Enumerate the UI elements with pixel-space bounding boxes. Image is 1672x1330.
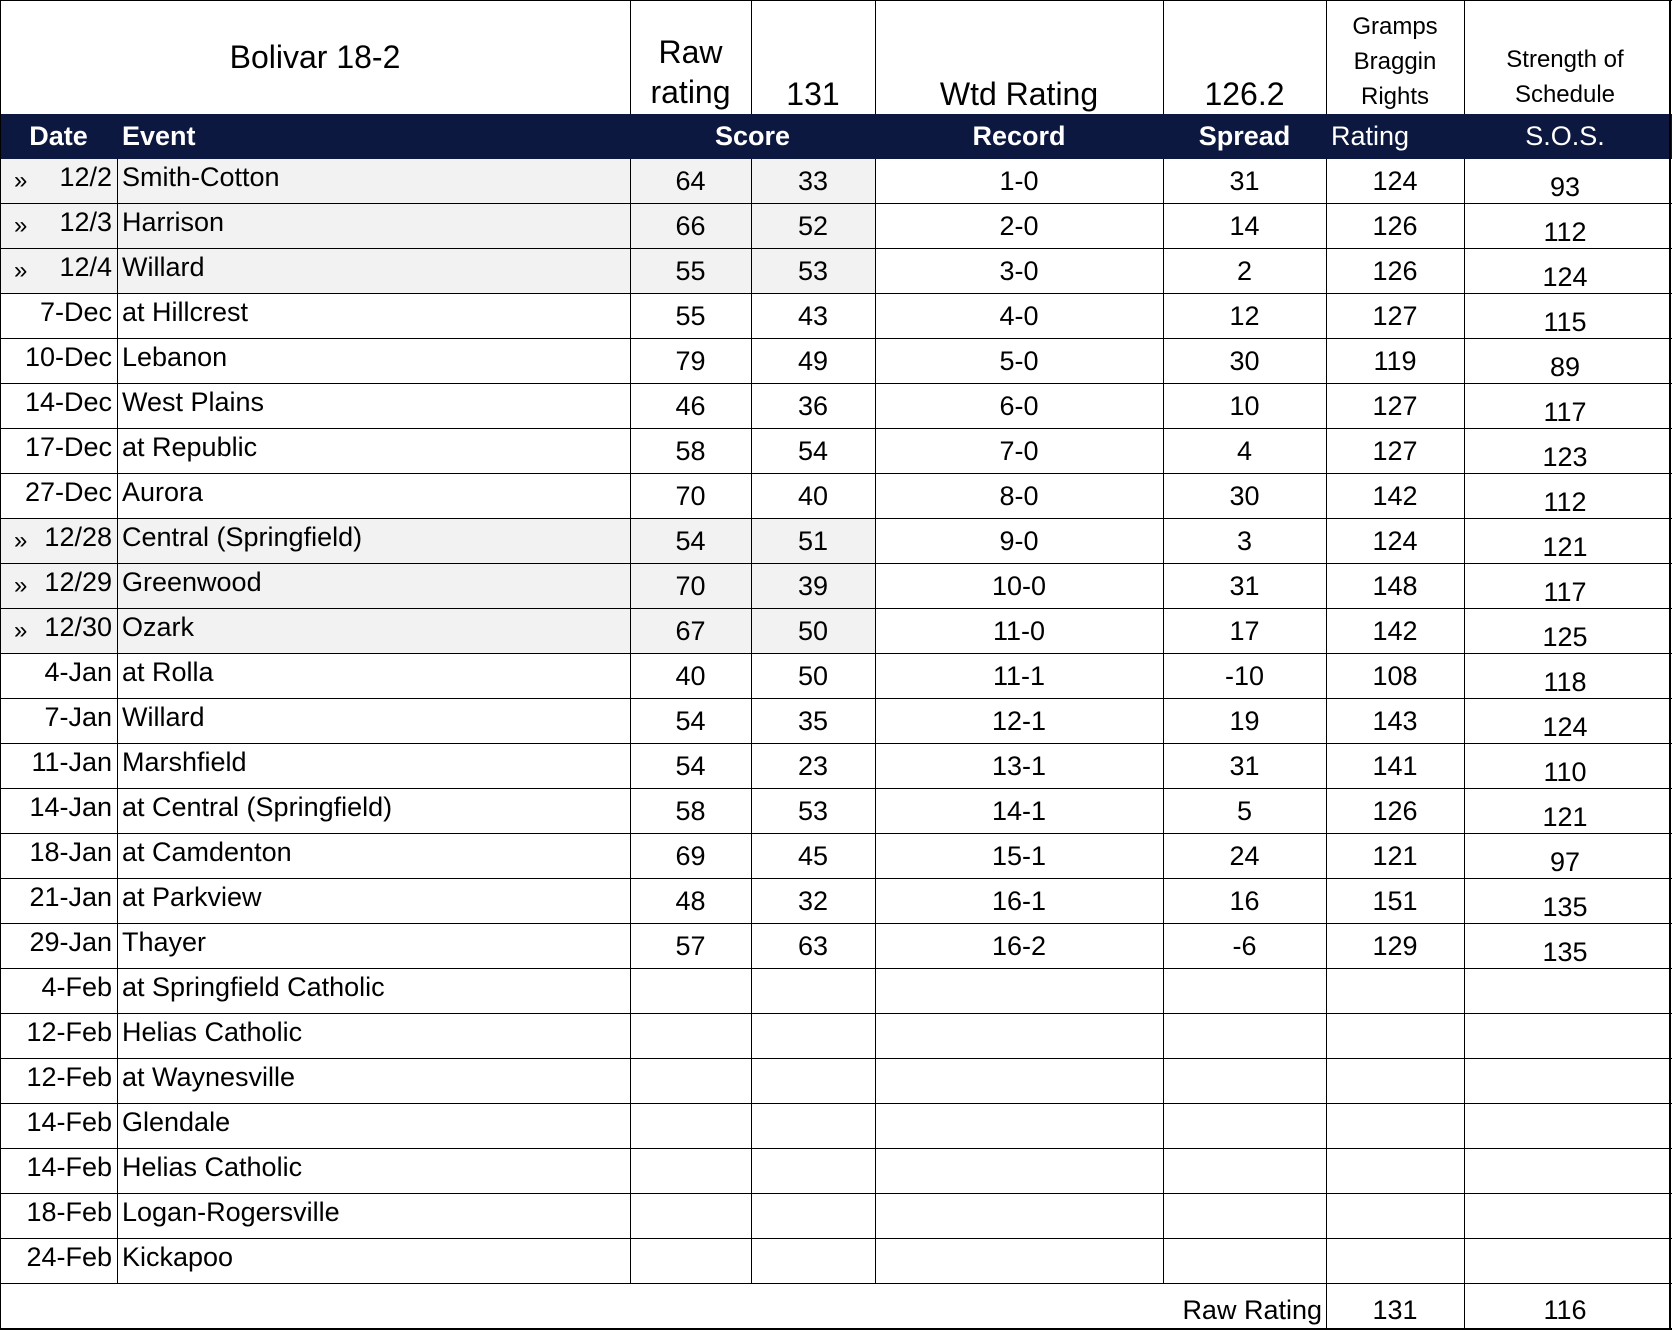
row-date: 4-Jan (44, 657, 112, 687)
row-score-us: 57 (675, 931, 706, 961)
row-spread: 30 (1229, 481, 1260, 511)
team-title: Bolivar 18-2 (229, 38, 401, 75)
row-divider (0, 1103, 1672, 1104)
row-record: 10-0 (991, 571, 1047, 601)
row-score-opponent: 53 (797, 796, 829, 826)
row-score-us: 54 (675, 751, 706, 781)
row-divider (0, 743, 1672, 744)
row-divider (0, 248, 1672, 249)
footer-raw-rating-value: 131 (1372, 1294, 1418, 1325)
row-divider (0, 833, 1672, 834)
row-divider (0, 878, 1672, 879)
row-event: Harrison (122, 207, 225, 237)
row-spread (1163, 1104, 1326, 1149)
row-score-us (630, 1059, 751, 1104)
row-divider (0, 968, 1672, 969)
row-event: at Central (Springfield) (122, 792, 393, 822)
sos-label (1464, 40, 1666, 114)
row-record (875, 1104, 1163, 1149)
column-divider (875, 159, 876, 1284)
row-rating (1326, 969, 1464, 1014)
row-divider (0, 1058, 1672, 1059)
row-sos: 112 (1543, 487, 1587, 517)
row-score-opponent (751, 1194, 875, 1239)
row-date: 14-Dec (24, 387, 112, 417)
header-divider (1464, 0, 1465, 114)
row-event: Lebanon (122, 342, 228, 372)
row-event: at Republic (122, 432, 258, 462)
row-date: 10-Dec (24, 342, 112, 372)
left-border (0, 0, 1, 1330)
row-event: at Rolla (122, 657, 214, 687)
tournament-marker-icon: » (14, 617, 28, 644)
row-event: Logan-Rogersville (122, 1197, 340, 1227)
row-rating: 127 (1372, 391, 1418, 421)
row-sos: 125 (1542, 622, 1588, 652)
row-rating (1326, 1239, 1464, 1284)
row-sos: 135 (1542, 892, 1588, 922)
row-rating: 141 (1372, 751, 1418, 781)
row-date: 4-Feb (41, 972, 112, 1002)
row-score-opponent: 52 (797, 211, 829, 241)
row-event: Helias Catholic (122, 1152, 303, 1182)
row-score-us (630, 1104, 751, 1149)
raw-rating-label (630, 30, 751, 114)
row-event: at Camdenton (122, 837, 292, 867)
row-rating: 129 (1372, 931, 1418, 961)
row-record: 3-0 (999, 256, 1039, 286)
row-record: 9-0 (999, 526, 1039, 556)
row-record: 4-0 (999, 301, 1039, 331)
row-divider (0, 653, 1672, 654)
column-divider (1163, 159, 1164, 1284)
row-record: 7-0 (999, 436, 1039, 466)
row-sos: 118 (1543, 667, 1587, 697)
row-date: 29-Jan (29, 927, 112, 957)
row-rating: 127 (1372, 301, 1418, 331)
raw-rating-label-text: Raw rating (650, 34, 731, 110)
row-divider (0, 1013, 1672, 1014)
row-score-us: 40 (675, 661, 706, 691)
row-date: 12/2 (59, 162, 112, 192)
row-score-opponent: 54 (797, 436, 829, 466)
row-score-opponent (751, 1014, 875, 1059)
row-rating: 151 (1372, 886, 1418, 916)
row-spread: 30 (1229, 346, 1260, 376)
row-score-us: 70 (675, 571, 706, 601)
row-record: 15-1 (991, 841, 1047, 871)
row-date: 12-Feb (26, 1062, 112, 1092)
header-divider (875, 0, 876, 114)
gramps-label-text: Gramps Braggin Rights (1352, 12, 1438, 110)
row-event: at Parkview (122, 882, 262, 912)
row-rating: 148 (1372, 571, 1418, 601)
row-record: 12-1 (991, 706, 1047, 736)
row-spread: 3 (1236, 526, 1253, 556)
header-divider (1326, 0, 1327, 114)
row-score-opponent: 45 (797, 841, 829, 871)
row-divider (0, 203, 1672, 204)
row-rating: 126 (1372, 211, 1418, 241)
row-record: 2-0 (999, 211, 1039, 241)
row-rating (1326, 1149, 1464, 1194)
footer-divider (1326, 1284, 1327, 1330)
row-rating: 119 (1373, 346, 1417, 376)
row-divider (0, 518, 1672, 519)
row-event: Greenwood (122, 567, 262, 597)
col-score: Score (714, 121, 791, 151)
row-score-opponent: 35 (797, 706, 829, 736)
row-divider (0, 698, 1672, 699)
tournament-marker-icon: » (14, 167, 28, 194)
row-spread: 2 (1236, 256, 1253, 286)
col-rating: Rating (1331, 121, 1410, 151)
row-event: Kickapoo (122, 1242, 234, 1272)
row-record: 8-0 (999, 481, 1039, 511)
row-score-us: 48 (675, 886, 706, 916)
column-divider (117, 159, 118, 1284)
row-spread: -10 (1224, 661, 1265, 691)
row-score-opponent: 39 (797, 571, 829, 601)
row-rating: 124 (1372, 526, 1418, 556)
row-event: Aurora (122, 477, 204, 507)
row-record: 16-1 (991, 886, 1047, 916)
row-spread: 16 (1229, 886, 1260, 916)
row-event: Willard (122, 252, 205, 282)
row-score-us: 69 (675, 841, 706, 871)
row-record (875, 1149, 1163, 1194)
row-sos: 124 (1542, 262, 1588, 292)
row-event: at Springfield Catholic (122, 972, 385, 1002)
row-score-us: 79 (675, 346, 706, 376)
row-divider (0, 1283, 1672, 1284)
row-score-us (630, 1149, 751, 1194)
row-spread (1163, 969, 1326, 1014)
column-divider (1326, 159, 1327, 1284)
row-score-opponent (751, 1104, 875, 1149)
row-event: Willard (122, 702, 205, 732)
row-record: 5-0 (999, 346, 1039, 376)
row-divider (0, 1238, 1672, 1239)
row-score-us: 46 (675, 391, 706, 421)
wtd-rating-label: Wtd Rating (939, 75, 1099, 112)
row-divider (0, 428, 1672, 429)
row-date: 12/3 (59, 207, 112, 237)
row-sos: 135 (1542, 937, 1588, 967)
row-record: 13-1 (991, 751, 1047, 781)
row-score-opponent: 50 (797, 616, 829, 646)
row-spread (1163, 1149, 1326, 1194)
row-sos: 123 (1542, 442, 1588, 472)
row-record: 14-1 (991, 796, 1047, 826)
row-spread: 4 (1236, 436, 1253, 466)
row-event: Smith-Cotton (122, 162, 280, 192)
row-rating: 126 (1372, 796, 1418, 826)
row-date: 17-Dec (24, 432, 112, 462)
row-score-opponent: 40 (797, 481, 829, 511)
row-record: 11-0 (992, 616, 1046, 646)
row-sos: 121 (1542, 532, 1588, 562)
row-spread: 10 (1229, 391, 1260, 421)
header-divider (751, 0, 752, 114)
row-rating: 124 (1372, 166, 1418, 196)
row-record (875, 969, 1163, 1014)
row-spread (1163, 1059, 1326, 1104)
col-event: Event (122, 121, 196, 151)
row-score-us: 58 (675, 436, 706, 466)
row-sos: 97 (1549, 847, 1581, 877)
row-score-us (630, 1239, 751, 1284)
col-record: Record (972, 121, 1066, 151)
row-sos: 117 (1543, 397, 1587, 427)
row-divider (0, 563, 1672, 564)
row-score-us: 66 (675, 211, 706, 241)
row-divider (0, 1148, 1672, 1149)
row-spread (1163, 1194, 1326, 1239)
row-score-opponent: 50 (797, 661, 829, 691)
row-divider (0, 383, 1672, 384)
footer-raw-rating-label: Raw Rating (1182, 1294, 1322, 1325)
row-record (875, 1014, 1163, 1059)
row-score-opponent: 32 (797, 886, 829, 916)
row-sos: 93 (1549, 172, 1581, 202)
row-rating: 121 (1372, 841, 1418, 871)
row-record: 1-0 (999, 166, 1039, 196)
row-divider (0, 608, 1672, 609)
row-rating: 108 (1372, 661, 1418, 691)
row-spread: 31 (1229, 571, 1260, 601)
row-rating: 142 (1372, 481, 1418, 511)
row-score-opponent: 36 (797, 391, 829, 421)
col-sos: S.O.S. (1525, 121, 1605, 151)
row-date: 27-Dec (24, 477, 112, 507)
row-record: 11-1 (992, 661, 1046, 691)
row-date: 12/28 (44, 522, 112, 552)
row-spread: 31 (1229, 166, 1260, 196)
top-border (0, 0, 1672, 1)
row-event: at Waynesville (122, 1062, 296, 1092)
row-score-opponent (751, 1149, 875, 1194)
tournament-marker-icon: » (14, 527, 28, 554)
row-spread (1163, 1014, 1326, 1059)
row-score-us: 70 (675, 481, 706, 511)
right-border (1669, 0, 1671, 1330)
row-spread: 17 (1229, 616, 1260, 646)
col-date: Date (29, 121, 88, 151)
row-event: Ozark (122, 612, 195, 642)
row-record (875, 1194, 1163, 1239)
row-rating: 126 (1372, 256, 1418, 286)
row-record (875, 1239, 1163, 1284)
row-score-opponent (751, 969, 875, 1014)
row-rating (1326, 1194, 1464, 1239)
row-score-us: 67 (675, 616, 706, 646)
row-score-opponent (751, 1239, 875, 1284)
row-spread: -6 (1232, 931, 1257, 961)
row-spread: 19 (1229, 706, 1260, 736)
row-sos: 115 (1543, 307, 1587, 337)
footer-sos-value: 116 (1543, 1294, 1587, 1325)
row-sos: 121 (1542, 802, 1588, 832)
row-sos: 112 (1543, 217, 1587, 247)
row-date: 7-Dec (39, 297, 112, 327)
row-score-us: 55 (675, 301, 706, 331)
row-date: 12-Feb (26, 1017, 112, 1047)
footer-divider (1464, 1284, 1465, 1330)
row-score-us: 64 (675, 166, 706, 196)
row-event: Marshfield (122, 747, 247, 777)
row-score-opponent: 23 (797, 751, 829, 781)
row-rating: 143 (1372, 706, 1418, 736)
row-rating (1326, 1014, 1464, 1059)
row-date: 14-Feb (26, 1107, 112, 1137)
row-spread: 5 (1236, 796, 1253, 826)
row-date: 12/4 (59, 252, 112, 282)
header-divider (630, 0, 631, 114)
row-divider (0, 338, 1672, 339)
row-date: 14-Feb (26, 1152, 112, 1182)
row-score-opponent: 43 (797, 301, 829, 331)
row-divider (0, 1193, 1672, 1194)
row-event: Helias Catholic (122, 1017, 303, 1047)
row-date: 18-Jan (29, 837, 112, 867)
gramps-label (1326, 8, 1464, 114)
row-divider (0, 788, 1672, 789)
row-divider (0, 923, 1672, 924)
row-rating (1326, 1104, 1464, 1149)
row-rating: 127 (1372, 436, 1418, 466)
column-divider (630, 159, 631, 1284)
tournament-marker-icon: » (14, 257, 28, 284)
sos-label-text: Strength of Schedule (1506, 46, 1624, 108)
row-event: at Hillcrest (122, 297, 249, 327)
row-spread: 12 (1229, 301, 1260, 331)
col-spread: Spread (1198, 121, 1291, 151)
row-event: Glendale (122, 1107, 231, 1137)
row-event: Thayer (122, 927, 207, 957)
row-event: West Plains (122, 387, 265, 417)
row-score-us: 54 (675, 526, 706, 556)
row-score-opponent: 51 (797, 526, 829, 556)
row-rating: 142 (1372, 616, 1418, 646)
row-date: 7-Jan (44, 702, 112, 732)
header-divider (1163, 0, 1164, 114)
row-score-opponent: 49 (797, 346, 829, 376)
row-score-us: 54 (675, 706, 706, 736)
raw-rating-value: 131 (786, 75, 840, 112)
tournament-marker-icon: » (14, 212, 28, 239)
row-date: 18-Feb (26, 1197, 112, 1227)
row-rating (1326, 1059, 1464, 1104)
row-divider (0, 473, 1672, 474)
row-score-us (630, 1014, 751, 1059)
row-date: 14-Jan (29, 792, 112, 822)
row-date: 24-Feb (26, 1242, 112, 1272)
row-record: 16-2 (991, 931, 1047, 961)
row-sos: 124 (1542, 712, 1588, 742)
row-score-us: 55 (675, 256, 706, 286)
row-record (875, 1059, 1163, 1104)
row-spread: 31 (1229, 751, 1260, 781)
row-spread: 14 (1229, 211, 1260, 241)
row-record: 6-0 (999, 391, 1039, 421)
row-score-us (630, 969, 751, 1014)
row-score-us (630, 1194, 751, 1239)
row-score-opponent: 53 (797, 256, 829, 286)
row-date: 21-Jan (29, 882, 112, 912)
column-divider (1464, 159, 1465, 1284)
row-date: 12/29 (44, 567, 112, 597)
row-score-us: 58 (675, 796, 706, 826)
wtd-rating-value: 126.2 (1204, 75, 1285, 112)
row-spread (1163, 1239, 1326, 1284)
row-date: 11-Jan (31, 747, 112, 777)
row-sos: 117 (1543, 577, 1587, 607)
row-score-opponent: 63 (797, 931, 829, 961)
row-score-opponent: 33 (797, 166, 829, 196)
row-score-opponent (751, 1059, 875, 1104)
row-sos: 110 (1543, 757, 1587, 787)
row-sos: 89 (1549, 352, 1581, 382)
column-divider (751, 159, 752, 1284)
row-date: 12/30 (44, 612, 112, 642)
tournament-marker-icon: » (14, 572, 28, 599)
row-event: Central (Springfield) (122, 522, 363, 552)
row-divider (0, 293, 1672, 294)
row-spread: 24 (1229, 841, 1260, 871)
